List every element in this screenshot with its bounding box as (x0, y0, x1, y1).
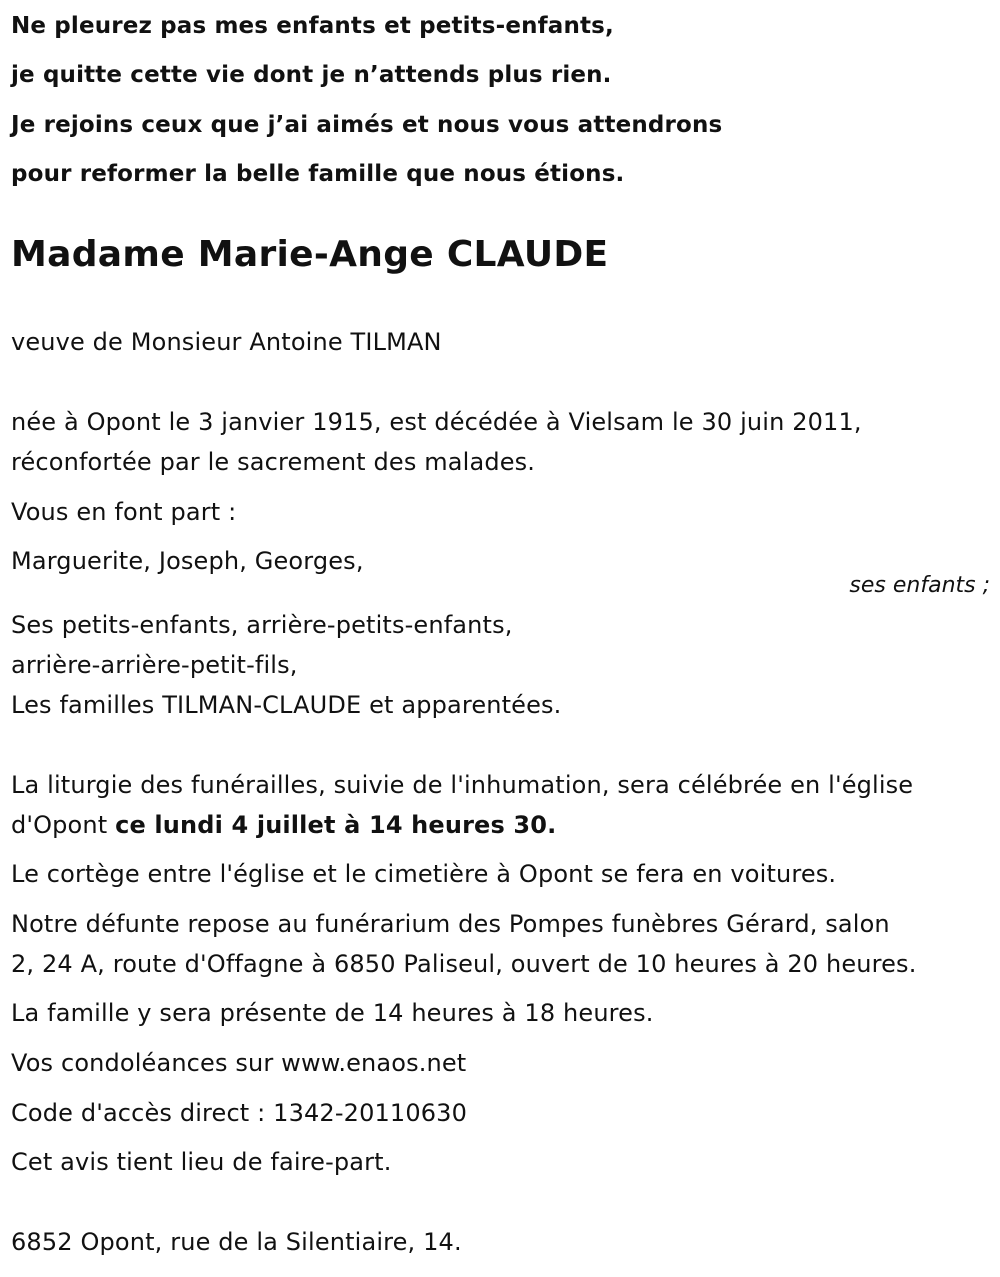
poem-line-2: je quitte cette vie dont je n’attends plus rien. (11, 62, 612, 88)
announce-intro: Vous en font part : (11, 498, 237, 526)
children-role: ses enfants ; (849, 573, 990, 598)
address: 6852 Opont, rue de la Silentiaire, 14. (11, 1228, 462, 1256)
notice: Cet avis tient lieu de faire-part. (11, 1148, 392, 1176)
access-code: Code d'accès direct : 1342-20110630 (11, 1099, 467, 1127)
poem-line-1: Ne pleurez pas mes enfants et petits-enfants, (11, 13, 614, 39)
cortege: Le cortège entre l'église et le cimetière à Opont se fera en voitures. (11, 860, 837, 888)
liturgy-datetime: ce lundi 4 juillet à 14 heures 30. (115, 811, 557, 839)
liturgy-line-2 (11, 810, 556, 840)
deceased-name: Madame Marie-Ange CLAUDE (11, 234, 609, 275)
children-names: Marguerite, Joseph, Georges, (11, 547, 364, 575)
family-line-1: Ses petits-enfants, arrière-petits-enfants, (11, 611, 513, 639)
repose-line-1: Notre défunte repose au funérarium des Pompes funèbres Gérard, salon (11, 910, 890, 938)
family-line-3: Les familles TILMAN-CLAUDE et apparentées. (11, 691, 562, 719)
poem-line-4: pour reformer la belle famille que nous étions. (11, 161, 625, 187)
liturgy-line-1: La liturgie des funérailles, suivie de l'inhumation, sera célébrée en l'église (11, 771, 914, 799)
liturgy-location: d'Opont (11, 811, 116, 839)
widow-of: veuve de Monsieur Antoine TILMAN (11, 328, 442, 356)
poem-line-3: Je rejoins ceux que j’ai aimés et nous vous attendrons (11, 112, 723, 138)
birth-death-line-2: réconfortée par le sacrement des malades. (11, 448, 536, 476)
family-line-2: arrière-arrière-petit-fils, (11, 651, 298, 679)
condolences: Vos condoléances sur www.enaos.net (11, 1049, 467, 1077)
birth-death-line-1: née à Opont le 3 janvier 1915, est décédée à Vielsam le 30 juin 2011, (11, 408, 862, 436)
repose-line-2: 2, 24 A, route d'Offagne à 6850 Paliseul, ouvert de 10 heures à 20 heures. (11, 950, 917, 978)
family-presence: La famille y sera présente de 14 heures à 18 heures. (11, 999, 654, 1027)
